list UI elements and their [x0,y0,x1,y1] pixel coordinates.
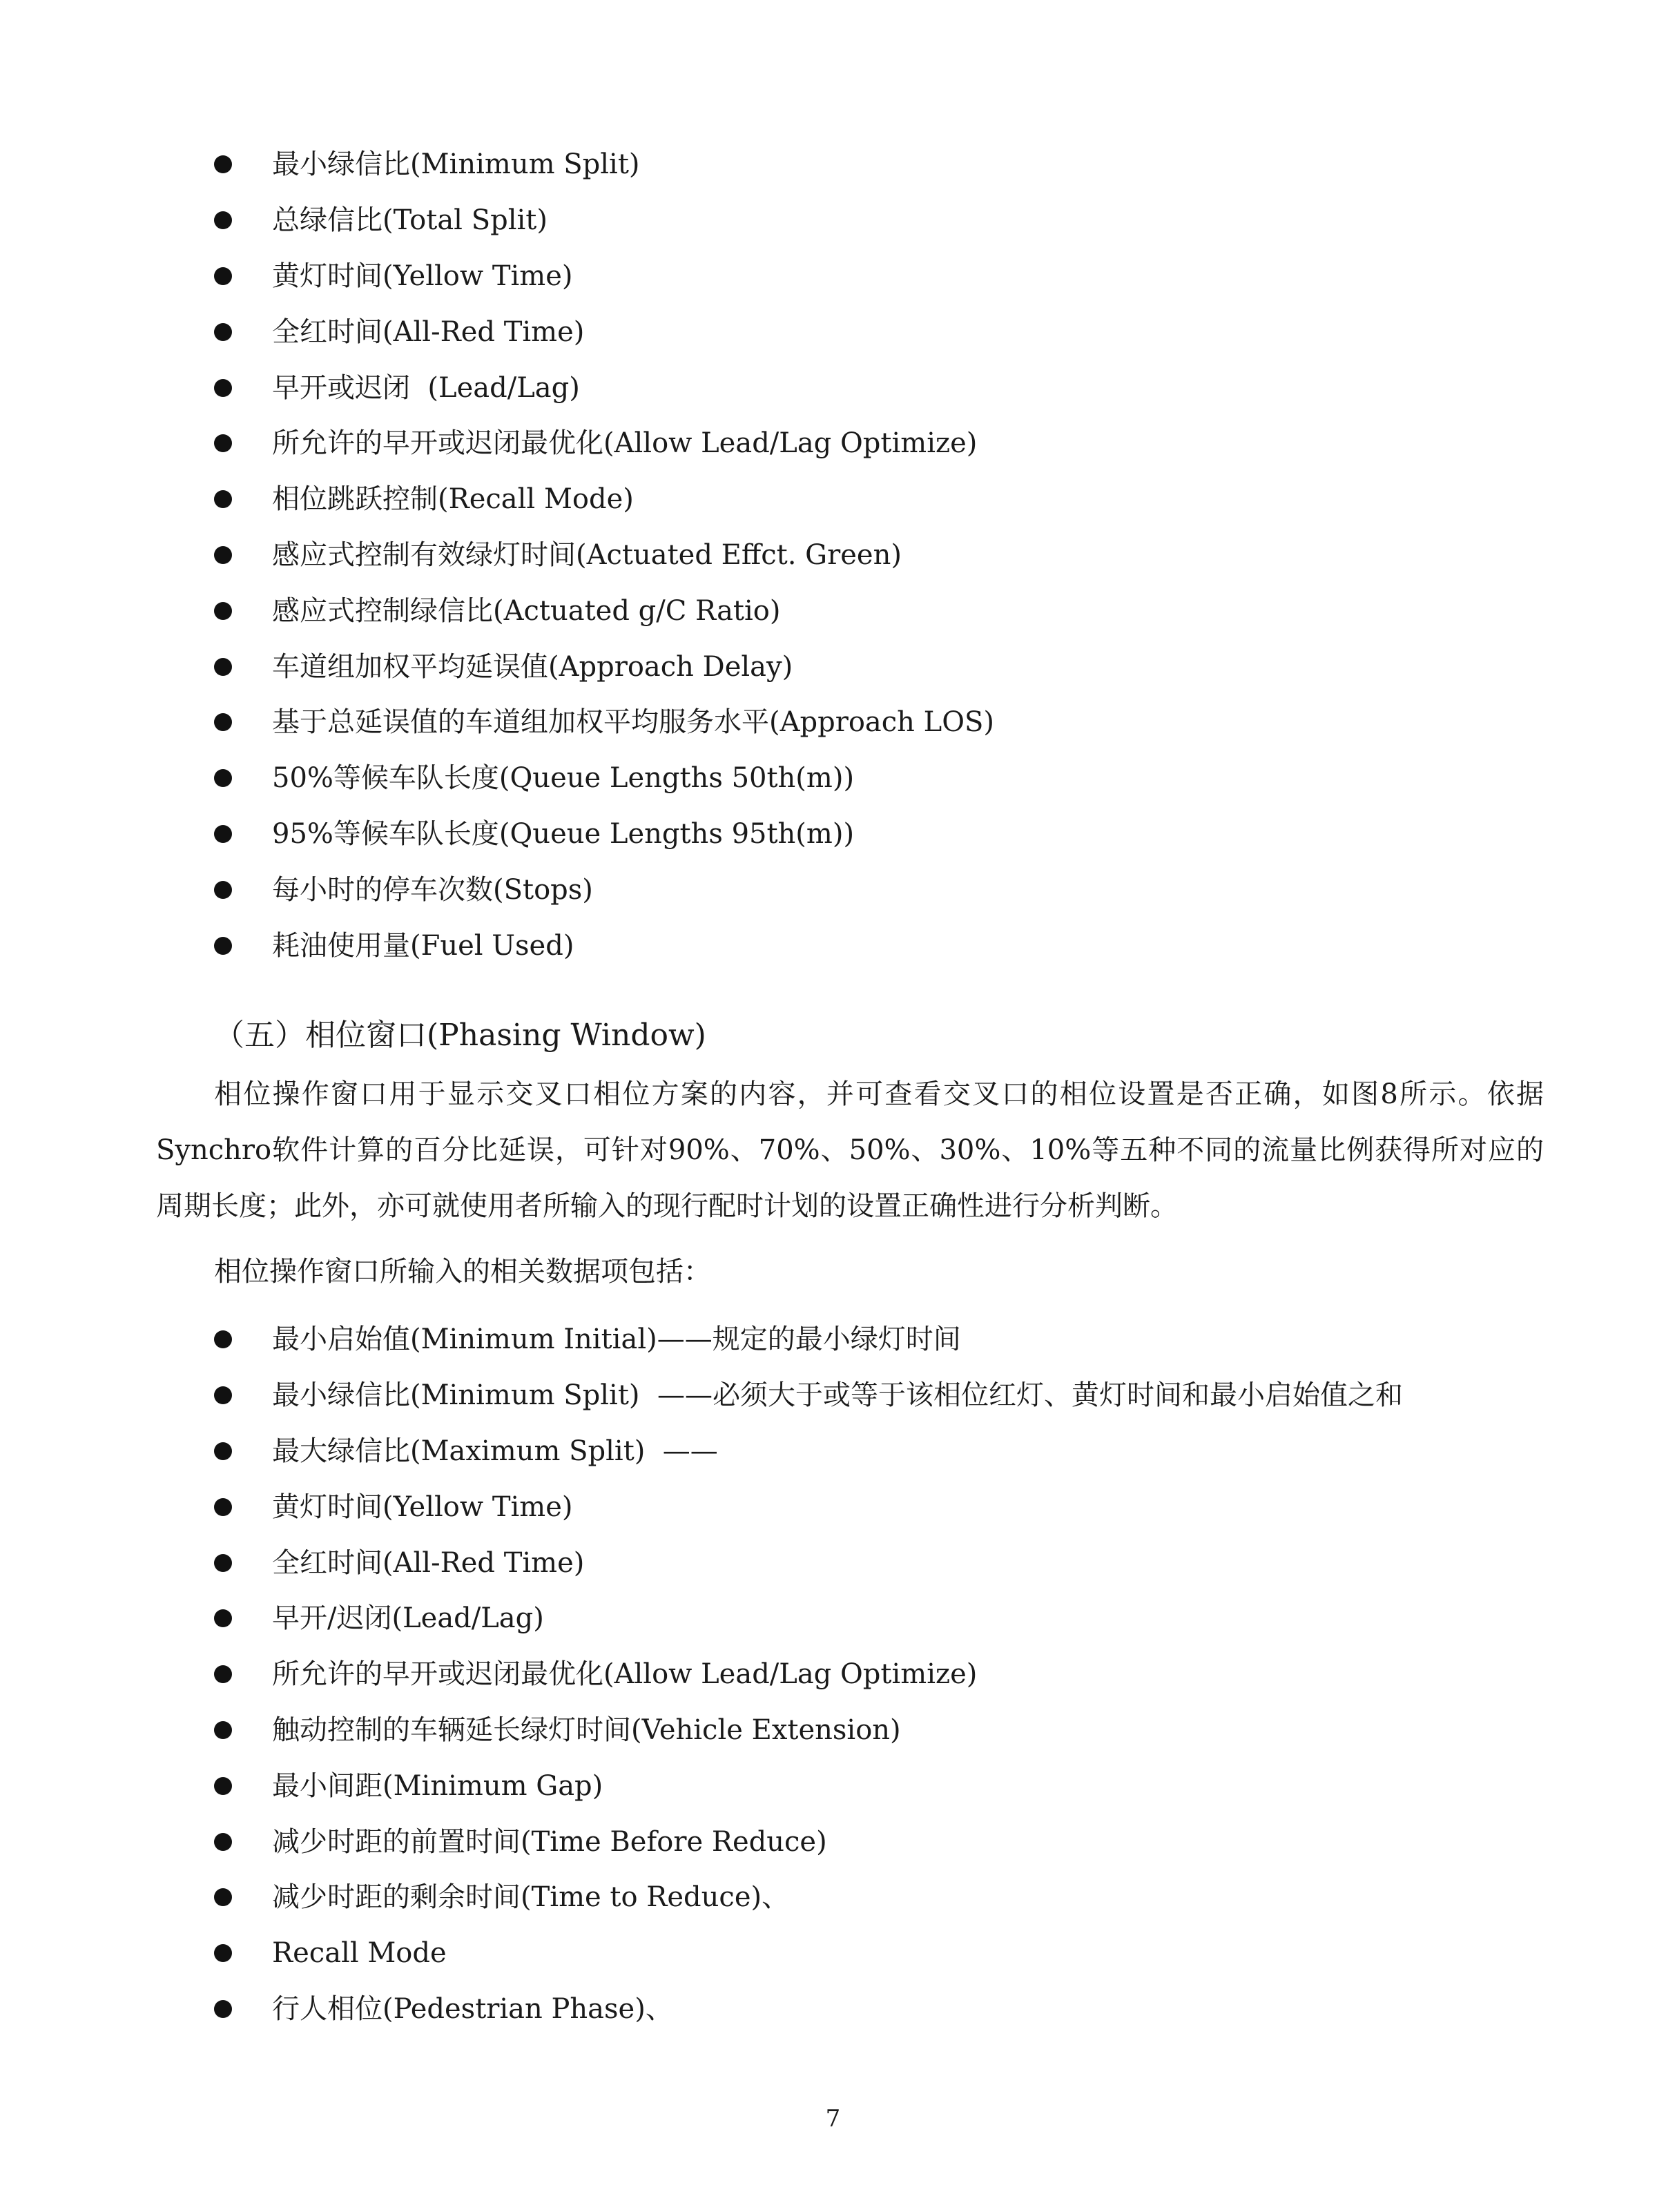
list-item [214,1981,1403,2037]
list-item [214,806,994,862]
list-item [214,1758,1403,1814]
list-item [214,1647,1403,1702]
list-item-text: 基于总延误值的车道组加权平均服务水平(Approach LOS) [272,706,994,739]
list-item-text: 触动控制的车辆延长绿灯时间(Vehicle Extension) [272,1714,901,1746]
list-item [214,1312,1403,1368]
list-item [214,416,994,472]
list-item-text: 车道组加权平均延误值(Approach Delay) [272,650,793,683]
list-item-text: 95%等候车队长度(Queue Lengths 95th(m)) [272,817,855,850]
list-item-text: Recall Mode [272,1937,447,1970]
list-intro-text: 相位操作窗口所输入的相关数据项包括： [214,1256,711,1288]
bullet-icon [214,1888,232,1906]
list-item-text: 全红时间(All-Red Time) [272,1546,585,1579]
list-item [214,1424,1403,1479]
bullet-icon [214,267,232,285]
bullet-icon [214,1498,232,1516]
list-item-text: 相位跳跃控制(Recall Mode) [272,483,634,516]
list-item-text: 全红时间(All-Red Time) [272,316,585,348]
list-item [214,527,994,583]
list-item [214,918,994,973]
list-item [214,1368,1403,1424]
bullet-icon [214,379,232,397]
list-item-text: 所允许的早开或迟闭最优化(Allow Lead/Lag Optimize) [272,427,978,460]
bullet-icon [214,2000,232,2018]
list-item-text: 50%等候车队长度(Queue Lengths 50th(m)) [272,762,855,795]
list-item [214,304,994,360]
bullet-icon [214,1554,232,1572]
bullet-icon [214,881,232,899]
list-item [214,639,994,695]
bullet-icon [214,713,232,731]
bullet-icon [214,1330,232,1348]
list-item-text: 早开/迟闭(Lead/Lag) [272,1602,544,1635]
bullet-icon [214,1944,232,1962]
list-item [214,137,994,193]
list-item-text: 最大绿信比(Maximum Split) —— [272,1435,718,1467]
bullet-icon [214,1442,232,1460]
list-item-text: 行人相位(Pedestrian Phase)、 [272,1992,673,2025]
bullet-icon [214,769,232,787]
list-item-text: 最小间距(Minimum Gap) [272,1769,603,1802]
list-item-text: 每小时的停车次数(Stops) [272,873,593,906]
list-item-text: 最小绿信比(Minimum Split) [272,148,640,181]
list-item-text: 最小绿信比(Minimum Split) ——必须大于或等于该相位红灯、黄灯时间和最小启始值之和 [272,1379,1403,1412]
list-item [214,1814,1403,1870]
bullet-icon [214,1777,232,1795]
list-item [214,1591,1403,1647]
list-item [214,750,994,806]
list-item-text: 减少时距的剩余时间(Time to Reduce)、 [272,1881,790,1914]
list-item [214,1925,1403,1981]
input-items-list [214,1312,1403,2037]
bullet-icon [214,155,232,173]
list-item [214,1870,1403,1925]
list-item [214,249,994,304]
list-item-text: 最小启始值(Minimum Initial)——规定的最小绿灯时间 [272,1323,961,1356]
bullet-icon [214,1721,232,1739]
list-item-text: 耗油使用量(Fuel Used) [272,929,574,962]
list-item [214,1479,1403,1535]
bullet-icon [214,211,232,229]
bullet-icon [214,937,232,955]
list-item [214,1702,1403,1758]
list-item-text: 所允许的早开或迟闭最优化(Allow Lead/Lag Optimize) [272,1658,978,1691]
bullet-icon [214,1609,232,1627]
output-items-list [214,137,994,973]
list-item-text: 感应式控制绿信比(Actuated g/C Ratio) [272,594,781,627]
bullet-icon [214,490,232,508]
list-item [214,862,994,918]
bullet-icon [214,658,232,676]
list-item [214,695,994,750]
list-item-text: 黄灯时间(Yellow Time) [272,260,573,292]
list-item [214,583,994,639]
list-item [214,360,994,416]
list-item-text: 总绿信比(Total Split) [272,204,548,237]
bullet-icon [214,434,232,452]
list-item-text: 早开或迟闭 (Lead/Lag) [272,371,580,404]
bullet-icon [214,602,232,620]
bullet-icon [214,1833,232,1851]
list-item [214,1535,1403,1591]
list-item-text: 黄灯时间(Yellow Time) [272,1491,573,1523]
list-item [214,193,994,249]
list-item-text: 感应式控制有效绿灯时间(Actuated Effct. Green) [272,539,902,571]
list-item [214,472,994,527]
bullet-icon [214,825,232,843]
body-paragraph: 相位操作窗口用于显示交叉口相位方案的内容，并可查看交叉口的相位设置是否正确，如图8所示。依据Synchro软件计算的百分比延误，可针对90%、70%、50%、30%、10%等五种不同的流量比例获得所对应的周期长度；此外，亦可就使用者所输入的现行配时计划的设置正确性进行分析判断。 [156,1078,1544,1222]
bullet-icon [214,323,232,341]
list-item-text: 减少时距的前置时间(Time Before Reduce) [272,1825,827,1858]
page-number: 7 [825,2105,841,2133]
section-heading: （五）相位窗口(Phasing Window) [214,1018,706,1053]
bullet-icon [214,546,232,564]
bullet-icon [214,1665,232,1683]
bullet-icon [214,1386,232,1404]
